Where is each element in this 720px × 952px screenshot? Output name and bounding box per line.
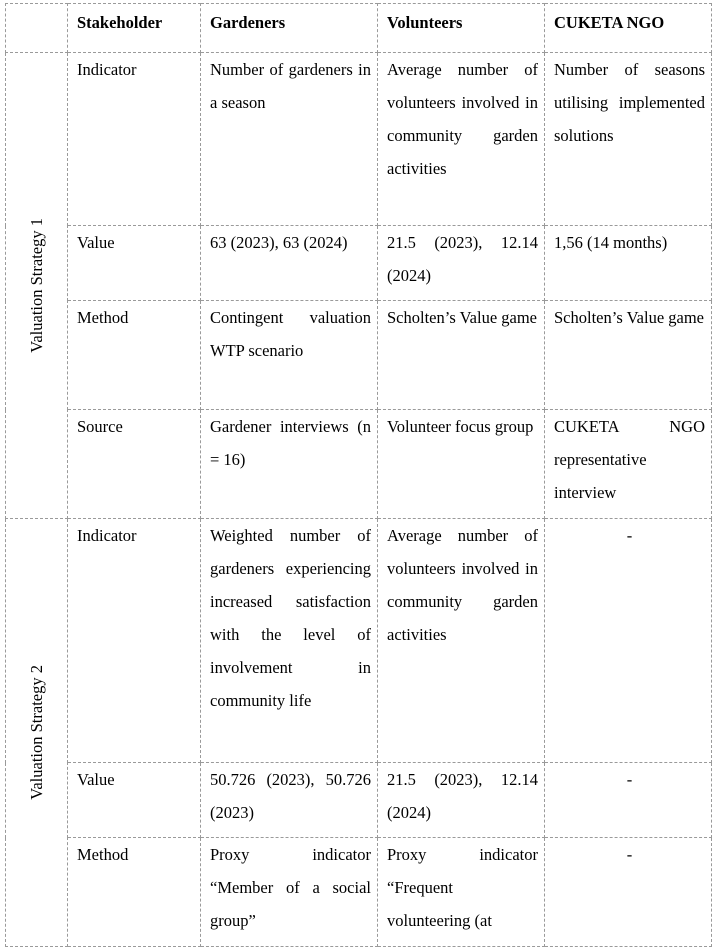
header-volunteers: Volunteers [378, 4, 545, 53]
strategy-1-label: Valuation Strategy 1 [26, 218, 46, 353]
cell-gardeners: 63 (2023), 63 (2024) [201, 226, 378, 301]
cell-ngo: - [545, 763, 712, 838]
corner-cell [6, 4, 68, 53]
row-key: Method [68, 838, 201, 947]
table-row [6, 410, 712, 519]
cell-ngo: - [545, 519, 712, 763]
row-key: Value [68, 226, 201, 301]
row-key: Indicator [68, 519, 201, 763]
cell-volunteers: 21.5 (2023), 12.14 (2024) [378, 226, 545, 301]
cell-ngo: 1,56 (14 months) [545, 226, 712, 301]
header-stakeholder: Stakeholder [68, 4, 201, 53]
header-ngo: CUKETA NGO [545, 4, 712, 53]
cell-volunteers: Average number of volunteers involved in community garden activities [378, 519, 545, 763]
row-key: Source [68, 410, 201, 519]
cell-gardeners: Contingent valuation WTP scenario [201, 301, 378, 410]
strategy-2-label: Valuation Strategy 2 [26, 665, 46, 800]
cell-volunteers: Volunteer focus group [378, 410, 545, 519]
table-row [6, 226, 712, 301]
cell-volunteers: 21.5 (2023), 12.14 (2024) [378, 763, 545, 838]
header-row [6, 4, 712, 53]
strategy-1-label-cell [6, 53, 68, 519]
row-key: Indicator [68, 53, 201, 226]
table-row [6, 763, 712, 838]
header-gardeners: Gardeners [201, 4, 378, 53]
table-row [6, 53, 712, 226]
cell-gardeners: Number of gardeners in a season [201, 53, 378, 226]
cell-ngo: CUKETA NGO representative interview [545, 410, 712, 519]
strategy-2-label-cell [6, 519, 68, 947]
row-key: Method [68, 301, 201, 410]
cell-ngo: Number of seasons utilising implemented solutions [545, 53, 712, 226]
cell-volunteers: Proxy indicator “Frequent volunteering (at [378, 838, 545, 947]
table-row [6, 519, 712, 763]
table-row [6, 301, 712, 410]
cell-gardeners: 50.726 (2023), 50.726 (2023) [201, 763, 378, 838]
cell-volunteers: Scholten’s Value game [378, 301, 545, 410]
cell-volunteers: Average number of volunteers involved in community garden activities [378, 53, 545, 226]
cell-gardeners: Proxy indicator “Member of a social group” [201, 838, 378, 947]
cell-gardeners: Gardener interviews (n = 16) [201, 410, 378, 519]
cell-ngo: - [545, 838, 712, 947]
valuation-table [5, 3, 712, 947]
table-row [6, 838, 712, 947]
cell-ngo: Scholten’s Value game [545, 301, 712, 410]
cell-gardeners: Weighted number of gardeners experiencing increased satisfaction with the level of involvement in community life [201, 519, 378, 763]
row-key: Value [68, 763, 201, 838]
